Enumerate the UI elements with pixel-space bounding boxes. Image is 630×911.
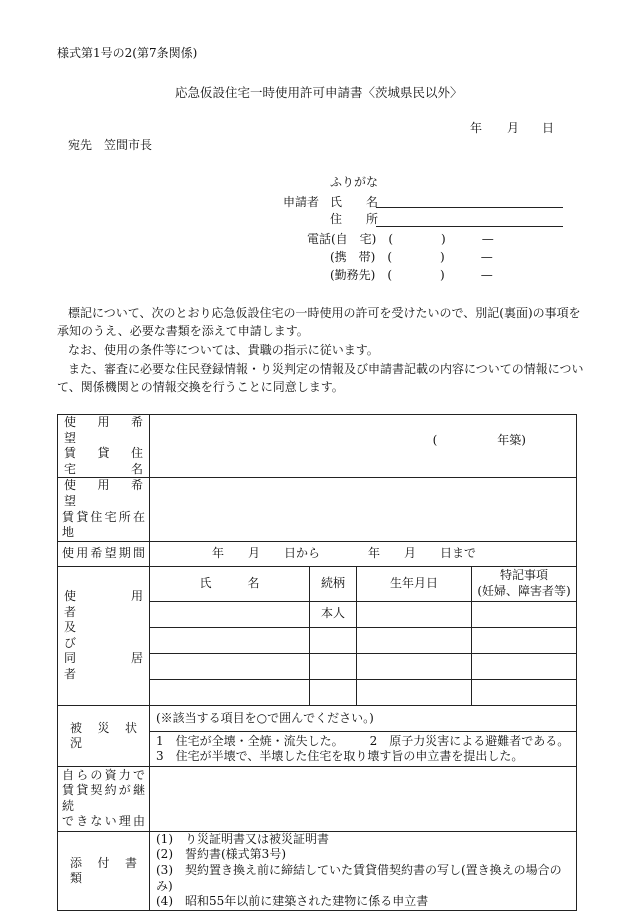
resident-4-birth[interactable] <box>357 679 472 705</box>
housing-name-label: 使 用 希 望 賃 貸 住 宅 名 <box>58 415 150 478</box>
attachment-3: (3) 契約置き換え前に締結していた賃貸借契約書の写し(置き換えの場合のみ) <box>156 862 562 893</box>
para1-line2: 承知のうえ、必要な書類を添えて申請します。 <box>57 324 309 338</box>
addressee: 宛先 笠間市長 <box>68 138 153 152</box>
page-title: 応急仮設住宅一時使用許可申請書〈茨城県民以外〉 <box>175 85 463 100</box>
col-header-birth: 生年月日 <box>357 566 472 601</box>
attachment-2: (2) 誓約書(様式第3号) <box>156 847 286 862</box>
address-line[interactable] <box>376 226 563 227</box>
address-label: 住 所 <box>330 212 379 226</box>
damage-option-1[interactable]: 1 住宅が全壊・全焼・流失した。 <box>156 733 344 748</box>
damage-instruction: (※該当する項目を○で囲んでください。) <box>150 705 577 731</box>
resident-2-birth[interactable] <box>357 627 472 653</box>
period-field[interactable] <box>150 541 577 566</box>
col-header-notes: 特記事項 (妊婦、障害者等) <box>472 566 577 601</box>
housing-location-field[interactable] <box>150 478 577 541</box>
resident-1-relation: 本人 <box>310 601 357 627</box>
para3-line2: て、関係機関との情報交換を行うことに同意します。 <box>57 380 344 394</box>
phone-home: 電話(自 宅) ( ) — <box>307 232 494 246</box>
period-label: 使用希望期間 <box>58 541 150 566</box>
housing-location-label: 使 用 希 望 賃貸住宅所在地 <box>58 478 150 541</box>
attachment-1: (1) り災証明書又は被災証明書 <box>156 831 329 846</box>
resident-2-relation[interactable] <box>310 627 357 653</box>
resident-1-birth[interactable] <box>357 601 472 627</box>
date-year: 年 <box>470 121 483 135</box>
phone-work: (勤務先) ( ) — <box>330 268 493 282</box>
name-line[interactable] <box>376 207 563 208</box>
furigana-label: ふりがな <box>330 175 379 189</box>
attachments-list <box>150 831 577 910</box>
date-month: 月 <box>507 121 520 135</box>
col-header-name: 氏 名 <box>150 566 310 601</box>
resident-1-notes[interactable] <box>472 601 577 627</box>
form-number: 様式第1号の2(第7条関係) <box>57 46 198 60</box>
damage-label: 被 災 状 況 <box>58 705 150 766</box>
resident-1-name[interactable] <box>150 601 310 627</box>
application-table <box>57 414 577 911</box>
phone-mobile: (携 帯) ( ) — <box>330 250 493 264</box>
year-built: ( 年築) <box>432 433 526 447</box>
name-label: 氏 名 <box>330 195 379 209</box>
period-value: 年 月 日から 年 月 日まで <box>212 546 477 561</box>
para2: なお、使用の条件等については、貴職の指示に従います。 <box>68 343 379 357</box>
housing-name-field[interactable] <box>150 415 577 478</box>
damage-option-2[interactable]: 2 原子力災害による避難者である。 <box>369 733 570 748</box>
reason-label: 自らの資力で 賃貸契約が継続 できない理由 <box>58 766 150 831</box>
resident-3-relation[interactable] <box>310 653 357 679</box>
para3-line1: また、審査に必要な住民登録情報・り災判定の情報及び申請書記載の内容についての情報につい <box>68 362 584 376</box>
date-day: 日 <box>542 121 555 135</box>
reason-field[interactable] <box>150 766 577 831</box>
damage-options[interactable] <box>150 731 577 766</box>
col-header-relation: 続柄 <box>310 566 357 601</box>
damage-option-3[interactable]: 3 住宅が半壊で、半壊した住宅を取り壊す旨の申立書を提出した。 <box>156 748 524 763</box>
applicant-label: 申請者 <box>283 195 320 209</box>
resident-3-notes[interactable] <box>472 653 577 679</box>
resident-4-notes[interactable] <box>472 679 577 705</box>
resident-3-name[interactable] <box>150 653 310 679</box>
resident-2-notes[interactable] <box>472 627 577 653</box>
attachment-4: (4) 昭和55年以前に建築された建物に係る申立書 <box>156 894 429 909</box>
residents-label: 使 用 者 及 び 同 居 者 <box>58 566 150 705</box>
attachments-label: 添 付 書 類 <box>58 831 150 910</box>
resident-4-name[interactable] <box>150 679 310 705</box>
resident-4-relation[interactable] <box>310 679 357 705</box>
resident-3-birth[interactable] <box>357 653 472 679</box>
para1-line1: 標記について、次のとおり応急仮設住宅の一時使用の許可を受けたいので、別記(裏面)の事項を <box>68 306 581 320</box>
resident-2-name[interactable] <box>150 627 310 653</box>
